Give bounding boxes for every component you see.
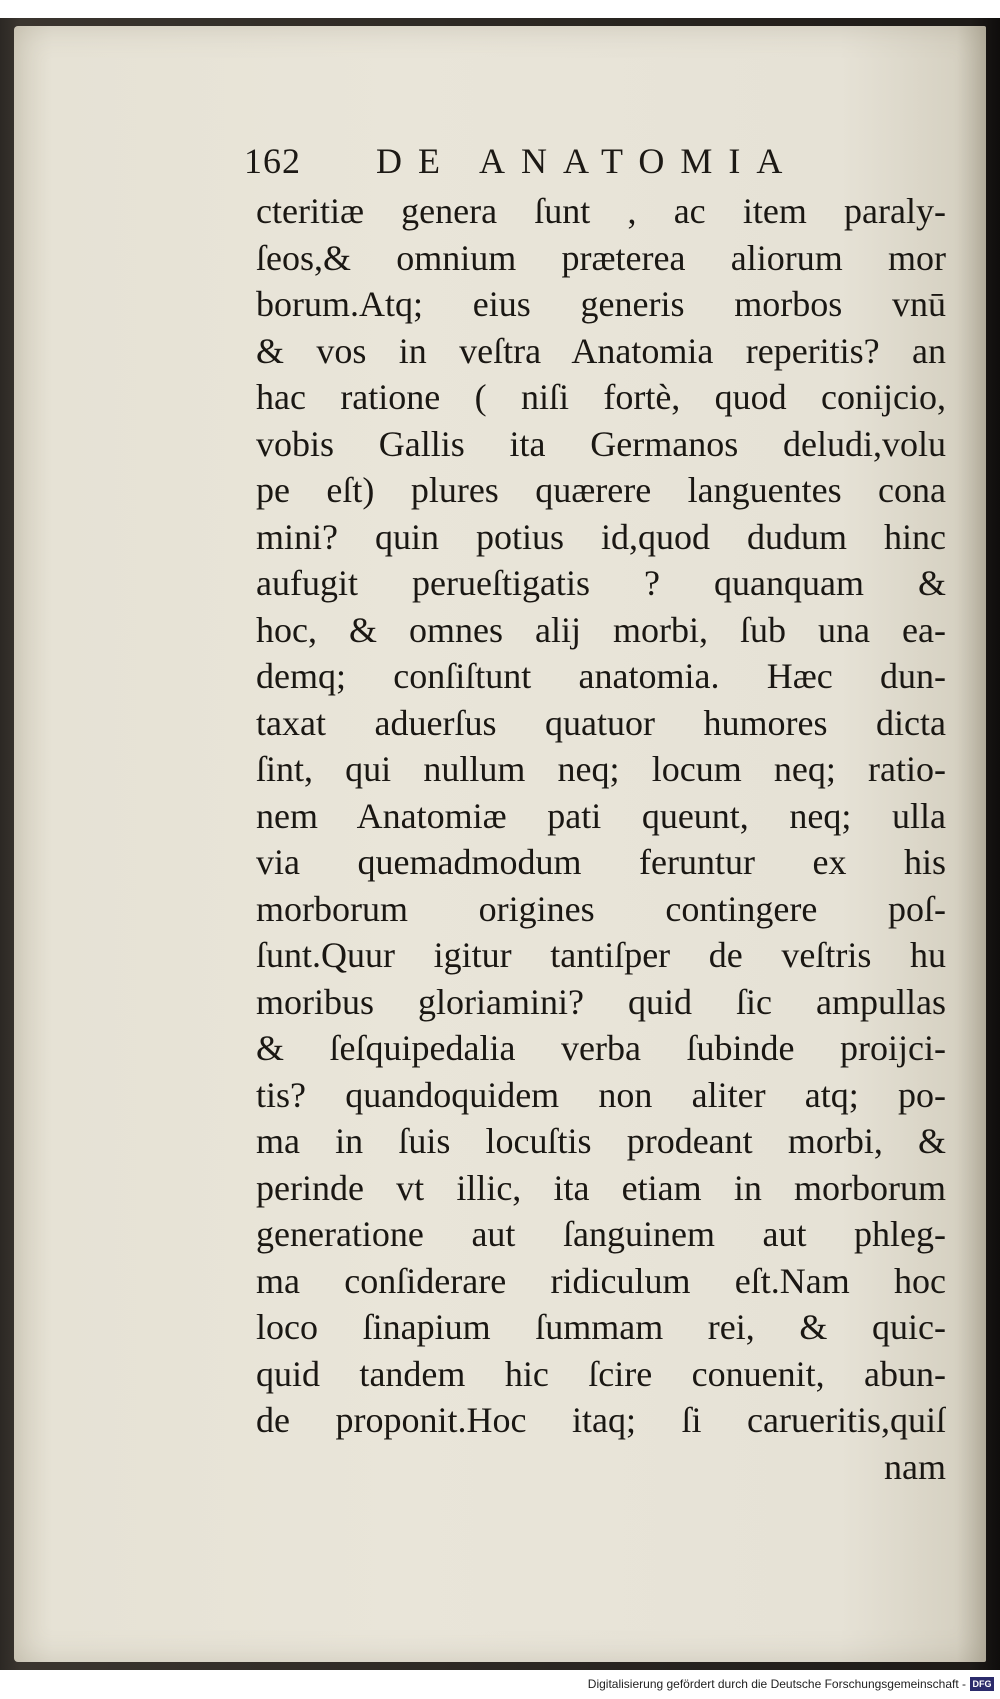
text-line: hac ratione ( niſi fortè, quod conijcio, [256, 377, 946, 417]
text-line: hoc, & omnes alij morbi, ſub una ea- [256, 609, 946, 650]
text-line: aufugit perueſtigatis ? quanquam & [256, 563, 946, 603]
text-line: ſunt.Quur igitur tantiſper de veſtris hu [256, 935, 946, 975]
text-line: perinde vt illic, ita etiam in morborum [256, 1167, 946, 1208]
page-number: 162 [244, 141, 301, 181]
text-line: ſint, qui nullum neq; locum neq; ratio- [256, 749, 946, 789]
text-line: morborum origines contingere poſ- [256, 888, 946, 929]
text-line: via quemadmodum feruntur ex his [256, 842, 946, 882]
text-line: taxat aduerſus quatuor humores dicta [256, 702, 946, 743]
text-line: ma in ſuis locuſtis prodeant morbi, & [256, 1121, 946, 1161]
text-line: nem Anatomiæ pati queunt, neq; ulla [256, 795, 946, 836]
text-line: moribus gloriamini? quid ſic ampullas [256, 981, 946, 1022]
text-line: ſeos,& omnium præterea aliorum mor [256, 237, 946, 278]
running-head [244, 136, 864, 186]
text-line: borum.Atq; eius generis morbos vnū [256, 284, 946, 324]
running-title: DE ANATOMIA [376, 141, 799, 181]
text-line: & vos in veſtra Anatomia reperitis? an [256, 330, 946, 371]
text-line: ma conſiderare ridiculum eſt.Nam hoc [256, 1260, 946, 1301]
funding-credit: Digitalisierung gefördert durch die Deutsche Forschungsgemeinschaft - [587, 1677, 966, 1691]
text-line: mini? quin potius id,quod dudum hinc [256, 516, 946, 557]
text-line: & ſeſquipedalia verba ſubinde proijci- [256, 1028, 946, 1068]
text-line: demq; conſiſtunt anatomia. Hæc dun- [256, 656, 946, 696]
text-line: cteritiæ genera ſunt , ac item paraly- [256, 191, 946, 231]
text-line: loco ſinapium ſummam rei, & quic- [256, 1307, 946, 1347]
text-line: tis? quandoquidem non aliter atq; po- [256, 1074, 946, 1115]
digitization-footer [0, 1672, 1000, 1699]
text-line: de proponit.Hoc itaq; ſi carueritis,quiſ [256, 1400, 946, 1440]
catchword: nam [884, 1446, 946, 1487]
text-line: quid tandem hic ſcire conuenit, abun- [256, 1353, 946, 1394]
text-line: generatione aut ſanguinem aut phleg- [256, 1214, 946, 1254]
dfg-logo-icon: DFG [970, 1677, 994, 1691]
body-text [256, 188, 946, 1490]
text-line: pe eſt) plures quærere languentes cona [256, 470, 946, 510]
text-line: vobis Gallis ita Germanos deludi,volu [256, 423, 946, 464]
